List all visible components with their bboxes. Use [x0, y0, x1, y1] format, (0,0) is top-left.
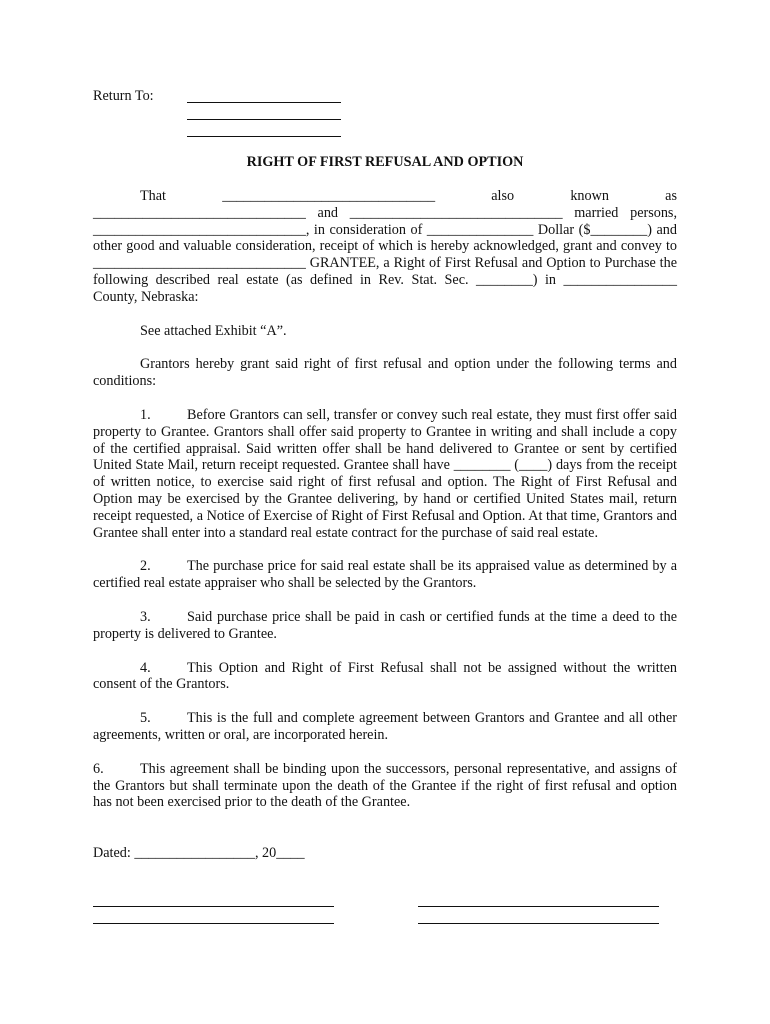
clause-text: Said purchase price shall be paid in cash or certified funds at the time a deed to the property is delivered to Grantee.: [93, 608, 677, 642]
clause-2: [93, 558, 677, 592]
clause-number: 2.: [140, 558, 151, 575]
clause-5: [93, 710, 677, 744]
signature-line-right-2: [418, 923, 659, 924]
clause-4: [93, 660, 677, 694]
intro-paragraph: That ______________________________ also known as ______________________________ and ______________________________ married persons, ______________________________, in consideration of _______________ Dollar ($________) and other good and valuable consideration, receipt of which is hereby acknowledged, grant and convey to ______________________________ GRANTEE, a Right of First Refusal and Option to Purchase the following described real estate (as defined in Rev. Stat. Sec. ________) in ________________ County, Nebraska:: [93, 188, 677, 305]
grant-intro-paragraph: Grantors hereby grant said right of first refusal and option under the following terms and conditions:: [93, 356, 677, 390]
clause-number: 1.: [140, 406, 151, 423]
clause-number: 4.: [140, 659, 151, 676]
document-body: [93, 188, 677, 811]
return-address-line-2: [187, 119, 341, 120]
clause-text: This Option and Right of First Refusal shall not be assigned without the written consent of the Grantors.: [93, 659, 677, 693]
return-to-label: Return To:: [93, 88, 154, 104]
clause-number: 5.: [140, 710, 151, 727]
signature-line-right-1: [418, 906, 659, 907]
signature-line-left-1: [93, 906, 334, 907]
clause-1: [93, 407, 677, 541]
return-address-line-3: [187, 136, 341, 137]
dated-line: Dated: _________________, 20____: [93, 845, 305, 861]
clause-6: [93, 761, 677, 811]
return-address-line-1: [187, 102, 341, 103]
exhibit-paragraph: See attached Exhibit “A”.: [140, 322, 287, 339]
clause-number: 6.: [93, 760, 104, 777]
signature-line-left-2: [93, 923, 334, 924]
clause-text: Before Grantors can sell, transfer or convey such real estate, they must first offer said property to Grantee. Grantors shall offer said property to Grantee in writing and shall include a copy of the certified appraisal. Said written offer shall be hand delivered to Grantee or sent by certified United State Mail, return receipt requested. Grantee shall have ________ (____) days from the receipt of written notice, to exercise said right of first refusal and option. The Right of First Refusal and Option may be exercised by the Grantee delivering, by hand or certified United States mail, return receipt requested, a Notice of Exercise of Right of First Refusal and Option. At that time, Grantors and Grantee shall enter into a standard real estate contract for the purchase of said real estate.: [93, 406, 677, 541]
clause-3: [93, 609, 677, 643]
clause-text: The purchase price for said real estate shall be its appraised value as determined by a certified real estate appraiser who shall be selected by the Grantors.: [93, 558, 677, 592]
clause-number: 3.: [140, 608, 151, 625]
clause-text: This is the full and complete agreement between Grantors and Grantee and all other agreements, written or oral, are incorporated herein.: [93, 710, 677, 743]
clause-text: This agreement shall be binding upon the successors, personal representative, and assigns of the Grantors but shall terminate upon the death of the Grantee if the right of first refusal and option has not been exercised prior to the death of the Grantee.: [93, 760, 677, 811]
document-title: RIGHT OF FIRST REFUSAL AND OPTION: [246, 154, 524, 170]
